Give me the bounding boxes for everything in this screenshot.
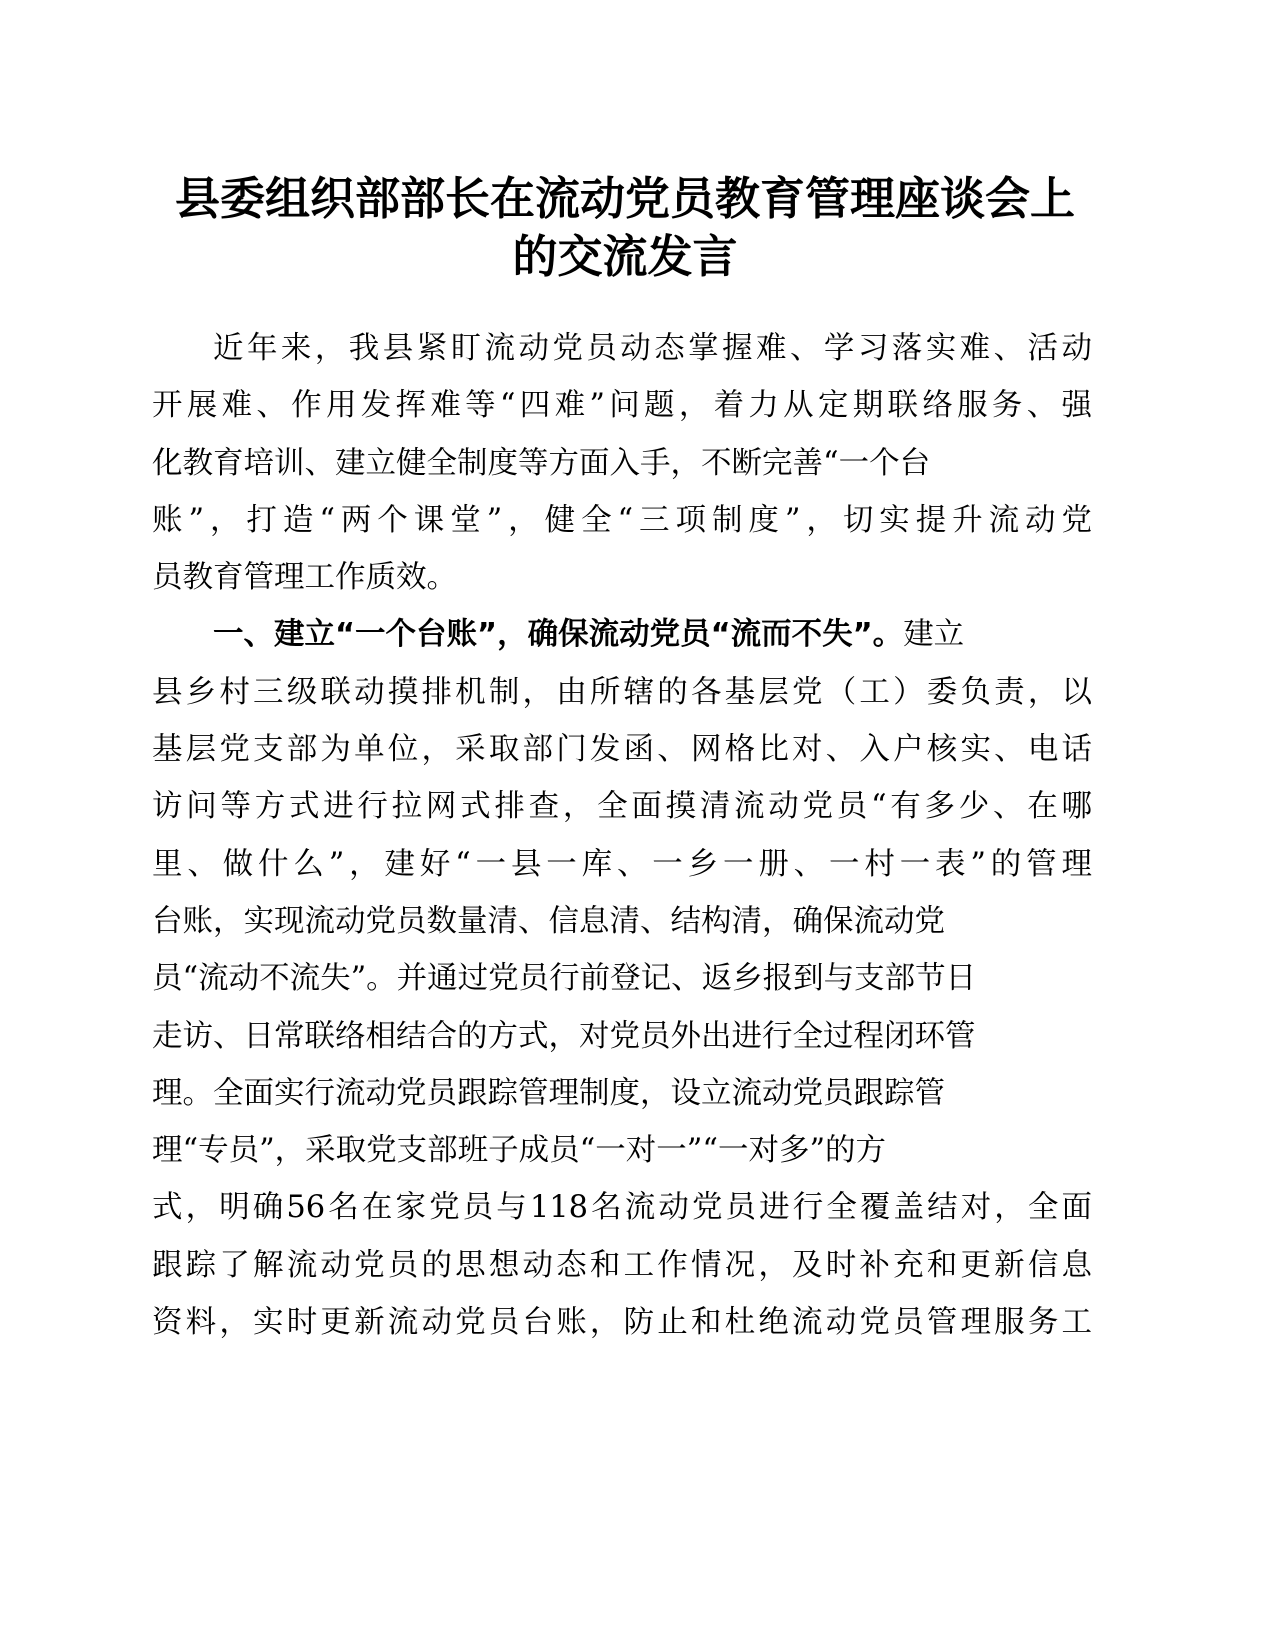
document-body — [152, 320, 1092, 1351]
paragraph-line: 理“专员”，采取党支部班子成员“一对一”“一对多”的方 — [152, 1133, 887, 1169]
section-1-paragraph — [152, 606, 1092, 1351]
paragraph-line: 开展难、作用发挥难等“四难”问题，着力从定期联络服务、强 — [152, 388, 1092, 424]
paragraph-line: 里、做什么”，建好“一县一库、一乡一册、一村一表”的管理 — [152, 846, 1092, 882]
intro-paragraph — [152, 320, 1092, 606]
paragraph-line: 跟踪了解流动党员的思想动态和工作情况，及时补充和更新信息 — [152, 1247, 1092, 1283]
paragraph-line: 基层党支部为单位，采取部门发函、网格比对、入户核实、电话 — [152, 732, 1092, 768]
paragraph-line: 化教育培训、建立健全制度等方面入手，不断完善“一个台 — [152, 445, 931, 481]
paragraph-line: 县乡村三级联动摸排机制，由所辖的各基层党（工）委负责，以 — [152, 674, 1092, 710]
paragraph-line: 资料，实时更新流动党员台账，防止和杜绝流动党员管理服务工 — [152, 1305, 1092, 1341]
paragraph-line: 式，明确56名在家党员与118名流动党员进行全覆盖结对，全面 — [152, 1190, 1092, 1226]
paragraph-line: 台账，实现流动党员数量清、信息清、结构清，确保流动党 — [152, 903, 945, 939]
paragraph-line: 理。全面实行流动党员跟踪管理制度，设立流动党员跟踪管 — [152, 1075, 945, 1111]
document-title — [150, 170, 1100, 286]
section-1-first-line-rest: 建立 — [903, 617, 965, 653]
paragraph-line: 员教育管理工作质效。 — [152, 560, 457, 596]
paragraph-line: 访问等方式进行拉网式排查，全面摸清流动党员“有多少、在哪 — [152, 789, 1092, 825]
title-line-2: 的交流发言 — [512, 230, 738, 283]
section-1-heading: 一、建立“一个台账”，确保流动党员“流而不失”。 — [213, 617, 904, 653]
title-line-1: 县委组织部部长在流动党员教育管理座谈会上 — [174, 172, 1075, 225]
paragraph-line: 走访、日常联络相结合的方式，对党员外出进行全过程闭环管 — [152, 1018, 976, 1054]
paragraph-line: 员“流动不流失”。并通过党员行前登记、返乡报到与支部节日 — [152, 961, 977, 997]
section-1-first-line — [152, 606, 1092, 663]
paragraph-line: 账”，打造“两个课堂”，健全“三项制度”，切实提升流动党 — [152, 502, 1092, 538]
paragraph-line: 近年来，我县紧盯流动党员动态掌握难、学习落实难、活动 — [213, 331, 1092, 366]
